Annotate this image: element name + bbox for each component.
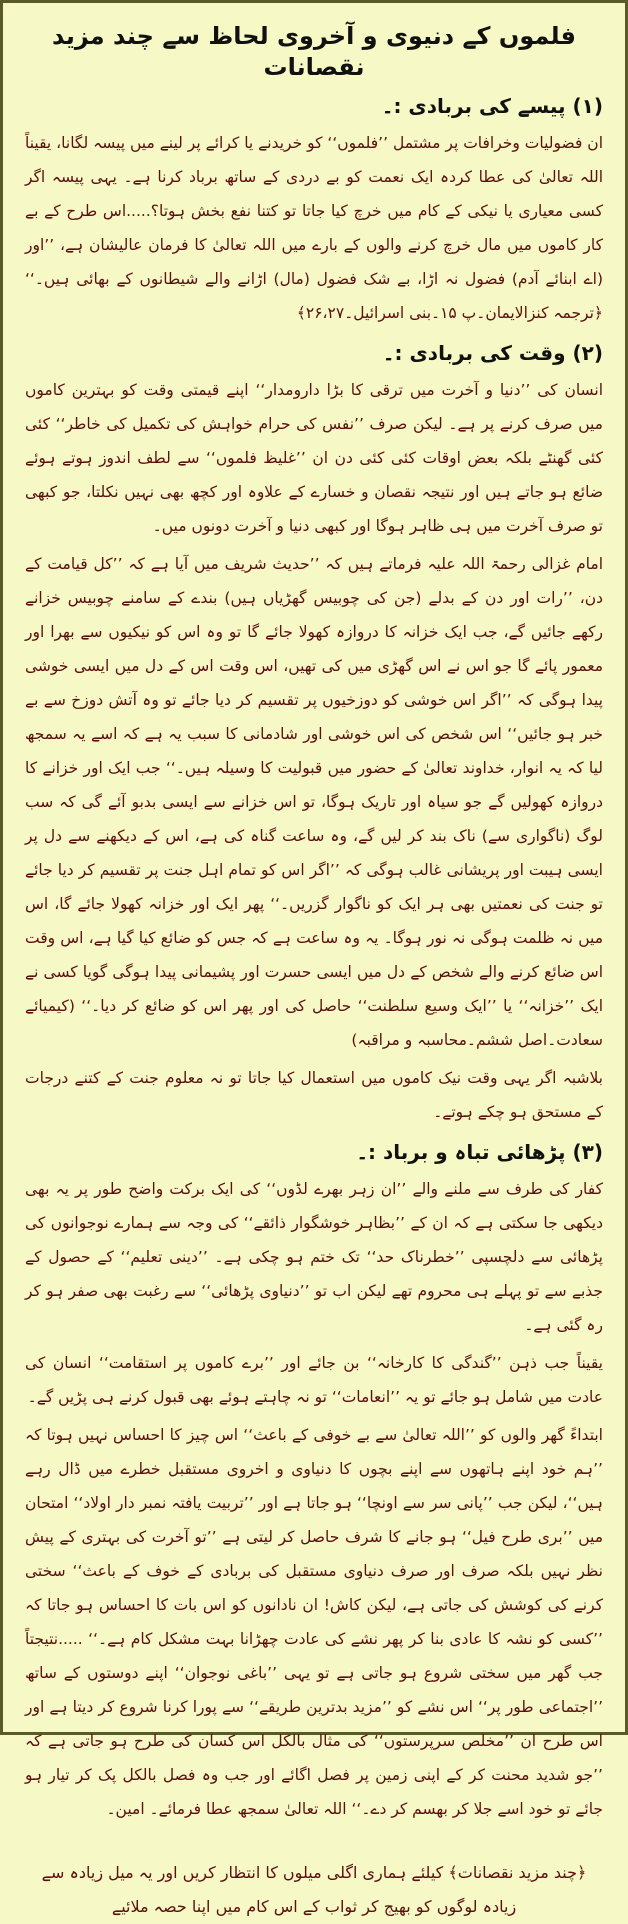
paragraph: ان فضولیات وخرافات پر مشتمل ’’فلموں‘‘ کو خریدنے یا کرائے پر لینے میں پیسہ لگانا، یقیناً اللہ تعالیٰ کی عطا کردہ ایک نعمت کو بے دردی کے ساتھ برباد کرنا ہے۔ یہی پیسہ اگر کسی معیاری یا نیکی کے کام میں خرچ کیا جاتا تو کتنا نفع بخش ہوتا؟.....اس طرح کے بے کار کاموں میں مال خرچ کرنے والوں کے بارے میں اللہ تعالیٰ کا فرمان عالیشان ہے، ’’اور (اے ابنائے آدم) فضول نہ اڑا، بے شک فضول (مال) اڑانے والے شیطانوں کے بھائی ہیں۔‘‘ ﴿ترجمہ کنزالایمان۔پ ۱۵۔بنی اسرائیل۔۲۶،۲۷﴾ — [25, 134, 603, 323]
paragraph: کفار کی طرف سے ملنے والے ’’ان زہر بھرے لڈوں‘‘ کی ایک برکت واضح طور پر یہ بھی دیکھی جا سکتی ہے کہ ان کے ’’بظاہر خوشگوار ذائقے‘‘ کی وجہ سے ہمارے نوجوانوں کی پڑھائی سے دلچسپی ’’خطرناک حد‘‘ تک ختم ہو چکی ہے۔ ’’دینی تعلیم‘‘ کے حصول کے جذبے سے تو پہلے ہی محروم تھے لیکن اب تو ’’دنیاوی پڑھائی‘‘ سے رغبت بھی صفر ہو کر رہ گئی ہے۔ — [25, 1180, 603, 1335]
section-studies — [25, 1139, 603, 1826]
paragraph: ابتداءً گھر والوں کو ’’اللہ تعالیٰ سے بے خوفی کے باعث‘‘ اس چیز کا احساس نہیں ہوتا کہ ’’ہم خود اپنے ہاتھوں سے اپنے بچوں کا دنیاوی و اخروی مستقبل خطرے میں ڈال رہے ہیں‘‘، لیکن جب ’’پانی سر سے اونچا‘‘ ہو جاتا ہے اور ’’تربیت یافتہ نمبر دار اولاد‘‘ امتحان میں ’’بری طرح فیل‘‘ ہو جانے کا شرف حاصل کر لیتی ہے ’’تو آخرت کی بہتری کے پیش نظر نہیں بلکہ صرف اور صرف دنیاوی مستقبل کی بربادی کے خوف کے باعث‘‘ سختی کرنے کی کوشش کی جاتی ہے، لیکن کاش! ان نادانوں کو اس بات کا احساس ہو جاتا کہ ’’کسی کو نشہ کا عادی بنا کر پھر نشے کی عادت چھڑانا بہت مشکل کام ہے۔‘‘ .....نتیجتاً جب گھر میں سختی شروع ہو جاتی ہے تو یہی ’’باغی نوجوان‘‘ اپنے دوستوں کے ساتھ ’’اجتماعی طور پر‘‘ اس نشے کو ’’مزید بدترین طریقے‘‘ سے پورا کرنا شروع کر دیتا ہے اور اس طرح ان ’’مخلص سرپرستوں‘‘ کی مثال بالکل اس کسان کی طرح ہو جاتی ہے کہ ’’جو شدید محنت کر کے اپنی زمین پر فصل اگائے اور جب وہ فصل بالکل پک کر تیار ہو جائے تو خود اسے جلا کر بھسم کر دے۔‘‘ اللہ تعالیٰ سمجھ عطا فرمائے۔ امین۔ — [25, 1426, 603, 1819]
paragraph: یقیناً جب ذہن ’’گندگی کا کارخانہ‘‘ بن جائے اور ’’برے کاموں پر استقامت‘‘ انسان کی عادت میں شامل ہو جائے تو یہ ’’انعامات‘‘ تو نہ چاہتے ہوئے بھی قبول کرنے ہی پڑیں گے۔ — [25, 1354, 603, 1407]
document-title: فلموں کے دنیوی و آخروی لحاظ سے چند مزید نقصانات — [52, 22, 576, 82]
footer-note: ﴿چند مزید نقصانات﴾ کیلئے ہماری اگلی میلوں کا انتظار کریں اور یہ میل زیادہ سے زیادہ لوگوں کو بھیج کر ثواب کے اس کام میں اپنا حصہ ملائیے — [41, 1863, 587, 1917]
section-heading-time: (۲) وقت کی بربادی :۔ — [382, 341, 603, 366]
paragraph: بلاشبہ اگر یہی وقت نیک کاموں میں استعمال کیا جاتا تو نہ معلوم جنت کے کتنے درجات کے مستحق ہو چکے ہوتے۔ — [25, 1069, 603, 1122]
section-heading-money: (۱) پیسے کی بربادی :۔ — [381, 94, 603, 119]
paragraph: انسان کی ’’دنیا و آخرت میں ترقی کا بڑا دارومدار‘‘ اپنے قیمتی وقت کو بہترین کاموں میں صرف کرنے پر ہے۔ لیکن صرف ’’نفس کی حرام خواہش کی تکمیل کی خاطر‘‘ کئی کئی گھنٹے بلکہ بعض اوقات کئی کئی دن ان ’’غلیظ فلموں‘‘ سے لطف اندوز ہوتے ہوئے ضائع ہو جاتے ہیں اور نتیجہ نقصان و خسارے کے علاوہ اور کچھ بھی نہیں نکلتا، جو کبھی تو صرف آخرت میں ہی ظاہر ہوگا اور کبھی دنیا و آخرت دونوں میں۔ — [25, 381, 603, 536]
section-heading-studies: (۳) پڑھائی تباہ و برباد :۔ — [356, 1140, 603, 1165]
paragraph: امام غزالی رحمۃ اللہ علیہ فرماتے ہیں کہ ’’حدیث شریف میں آیا ہے کہ ’’کل قیامت کے دن، ’’رات اور دن کے بدلے (جن کی چوبیس گھڑیاں ہیں) بندے کے سامنے چوبیس خزانے رکھے جائیں گے، جب ایک خزانہ کا دروازہ کھولا جائے گا تو وہ اس کو نیکیوں سے بھرا اور معمور پائے گا جو اس نے اس گھڑی میں کی تھیں، اس وقت اس کے دل میں ایسی خوشی پیدا ہوگی کہ ’’اگر اس خوشی کو دوزخیوں پر تقسیم کر دیا جائے تو وہ آتش دوزخ سے بے خبر ہو جائیں‘‘ اس شخص کی اس خوشی اور شادمانی کا سبب یہ ہے کہ اسے یہ سمجھ لیا کہ یہ انوار، خداوند تعالیٰ کے حضور میں قبولیت کا وسیلہ ہیں۔‘‘ جب ایک اور خزانے کا دروازہ کھولیں گے جو سیاہ اور تاریک ہوگا، تو اس خزانے سے ایسی بدبو آئے گی کہ سب لوگ (ناگواری سے) ناک بند کر لیں گے، وہ ساعت گناہ کی ہے، اس کے دیکھنے سے دل پر ایسی ہیبت اور پریشانی غالب ہوگی کہ ’’اگر اس کو تمام اہل جنت پر تقسیم کر دیا جائے تو جنت کی نعمتیں بھی ہر ایک کو ناگوار گزریں۔‘‘ پھر ایک اور خزانہ کھولا جائے گا، اس میں نہ ظلمت ہوگی نہ نور ہوگا۔ یہ وہ ساعت ہے کہ جس کو ضائع کیا گیا ہے، اس وقت اس ضائع کرنے والے شخص کے دل میں ایسی حسرت اور پشیمانی پیدا ہوگی گویا کسی نے ایک ’’خزانہ‘‘ یا ’’ایک وسیع سلطنت‘‘ حاصل کی اور پھر اس کو ضائع کر دیا۔‘‘ (کیمیائے سعادت۔اصل ششم۔محاسبہ و مراقبہ) — [25, 555, 603, 1050]
section-time — [25, 340, 603, 1129]
section-money — [25, 93, 603, 330]
